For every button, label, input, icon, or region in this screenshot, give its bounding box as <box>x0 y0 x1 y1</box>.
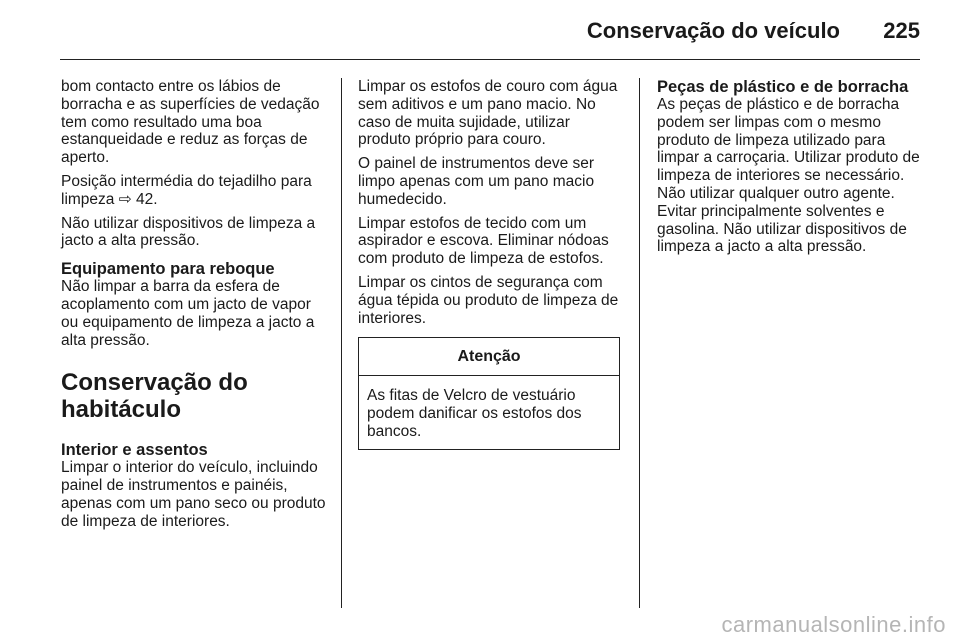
heading-towing-equipment: Equipamento para reboque <box>61 260 275 279</box>
column-divider <box>341 78 342 608</box>
paragraph-fabric: Limpar estofos de tecido com um aspirador e escova. Eliminar nódoas com produto de limpeza de estofos. <box>358 214 609 268</box>
paragraph-seatbelts: Limpar os cintos de segurança com água tépida ou produto de limpeza de interiores. <box>358 273 619 327</box>
header-rule <box>60 59 920 60</box>
page-reference-arrow-icon: ⇨ <box>118 190 132 208</box>
notice-title: Atenção <box>359 338 619 376</box>
column-3 <box>657 78 922 262</box>
column-divider <box>639 78 640 608</box>
heading-interior-care: Conservação do habitáculo <box>61 369 248 424</box>
paragraph-towing: Não limpar a barra da esfera de acoplamento com um jacto de vapor ou equipamento de limpeza a jacto a alta pressão. <box>61 278 315 349</box>
heading-interior-seats: Interior e assentos <box>61 441 208 460</box>
paragraph-plastic-rubber: As peças de plástico e de borracha podem ser limpas com o mesmo produto de limpeza utilizado para limpar a carroçaria. Utilizar produto de limpeza de interiores se necessário. Não utilizar qualquer outro agente. Evitar principalmente solventes e gasolina. Não utilizar dispositivos de limpeza a jacto a alta pressão. <box>657 96 920 256</box>
paragraph-leather: Limpar os estofos de couro com água sem aditivos e um pano macio. No caso de muita sujidade, utilizar produto próprio para couro. <box>358 78 618 149</box>
paragraph-interior: Limpar o interior do veículo, incluindo painel de instrumentos e painéis, apenas com um pano seco ou produto de limpeza de interiores. <box>61 459 326 530</box>
paragraph-seal-contact: bom contacto entre os lábios de borracha e as superfícies de vedação tem como resultado uma boa estanqueidade e reduz as forças de aperto. <box>61 78 320 167</box>
page-header <box>0 0 960 60</box>
heading-plastic-rubber: Peças de plástico e de borracha <box>657 78 909 96</box>
column-2 <box>358 78 626 450</box>
page-title: Conservação do veículo <box>586 18 840 43</box>
page-number: 225 <box>883 18 920 43</box>
notice-box <box>358 337 620 449</box>
watermark: carmanualsonline.info <box>721 612 946 637</box>
paragraph-no-pressure-wash: Não utilizar dispositivos de limpeza a jacto a alta pressão. <box>61 214 316 250</box>
paragraph-dashboard: O painel de instrumentos deve ser limpo apenas com um pano macio humedecido. <box>358 155 595 208</box>
paragraph-roof-position: Posição intermédia do tejadilho para limpeza ⇨ 42. <box>61 172 312 208</box>
page-reference-link[interactable]: 42. <box>136 190 158 208</box>
column-1 <box>61 78 331 537</box>
notice-text: As fitas de Velcro de vestuário podem danificar os estofos dos bancos. <box>367 387 582 440</box>
